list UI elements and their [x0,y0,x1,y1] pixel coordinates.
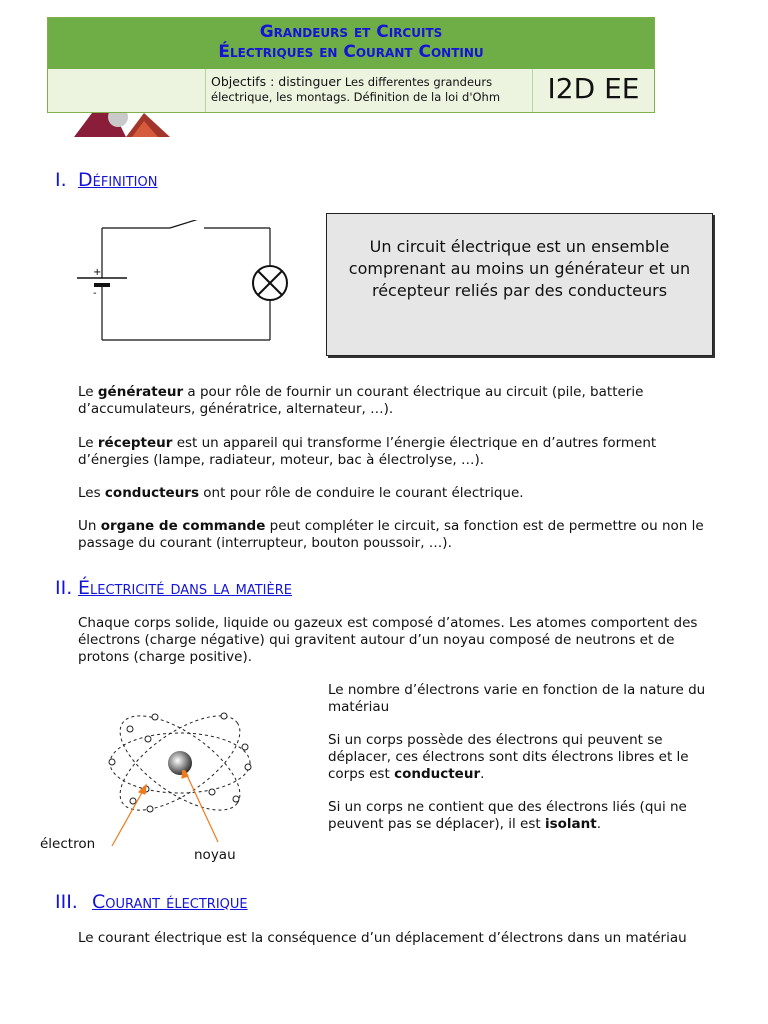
label-noyau: noyau [194,847,236,863]
paragraph-conducteur [328,732,716,783]
battery-plus-label: + [93,267,102,278]
text: peut compléter le circuit, sa fonction est de permettre ou non le passage du courant (interrupteur, bouton poussoir, …). [78,518,704,551]
label-electron: électron [40,836,96,852]
section-heading-electricite [55,577,292,599]
section-number: I. [55,169,67,191]
electron-dot [127,726,133,732]
text: Si un corps possède des électrons qui peuvent se déplacer, ces électrons sont dits électrons libres et le corps est [328,732,689,782]
course-code: I2D EE [532,69,654,112]
text: a pour rôle de fournir un courant électrique au circuit (pile, batterie d’accumulateurs, génératrice, alternateur, …). [78,384,644,417]
objectives-text: Les differentes grandeurs électrique, les montags. Définition de la loi d'Ohm [211,75,501,104]
paragraph-atomes: Chaque corps solide, liquide ou gazeux est composé d’atomes. Les atomes comportent des électrons (charge négative) qui gravitent autour d’un noyau composé de neutrons et de protons (charge positive). [78,615,698,665]
section-title: Définition [78,169,158,191]
circuit-diagram [72,220,294,346]
switch-lever [170,220,202,228]
objectives-label: Objectifs : distinguer [211,74,342,89]
electron-dot [109,759,115,765]
electron-dot [242,744,248,750]
header-logo-cell [48,69,205,112]
term-generateur: générateur [97,384,184,400]
text: Le [78,435,98,451]
annotation-arrows [100,770,250,850]
paragraph-courant: Le courant électrique est la conséquence d’un déplacement d’électrons dans un matériau [78,930,687,946]
school-logo [74,113,170,137]
title-line-1: Grandeurs et Circuits [259,22,443,42]
paragraph-recepteur [78,435,718,469]
text: Si un corps ne contient que des électrons liés (qui ne peuvent pas se déplacer), il est [328,799,687,832]
paragraph-generateur [78,384,718,418]
term-isolant: isolant [544,816,597,832]
arrow-head [139,785,146,794]
text: . [480,766,485,782]
section-heading-definition [55,169,157,191]
battery-minus-label: - [93,288,97,299]
electron-dot [145,736,151,742]
definition-text: Un circuit électrique est un ensemble comprenant au moins un générateur et un récepteur reliés par des conducteurs [348,237,691,300]
term-conducteur: conducteur [394,766,481,782]
text: . [596,816,602,832]
text: Un [78,518,101,534]
battery-plate-negative [94,283,110,287]
paragraph-conducteurs [78,485,718,502]
electron-dot [221,713,227,719]
paragraph-organe-commande [78,518,718,552]
arrow-head [182,770,188,778]
section-number: III. [55,891,78,913]
text: est un appareil qui transforme l’énergie électrique en d’autres forment d’énergies (lampe, radiateur, moteur, bac à électrolyse, …). [78,435,657,468]
header-info-row [48,69,654,112]
objectives-cell [205,69,532,112]
section-heading-courant [55,891,248,913]
section-number: II. [55,577,73,599]
document-title [48,18,654,69]
definition-box [326,213,713,356]
text: Les [78,485,105,501]
term-conducteurs: conducteurs [104,485,199,501]
section-title: Courant électrique [92,891,248,913]
section-title: Électricité dans la matière [78,577,292,599]
text: Le [78,384,98,400]
title-line-2: Électriques en Courant Continu [218,42,484,62]
paragraph-nombre-electrons: Le nombre d’électrons varie en fonction de la nature du matériau [328,682,706,715]
electron-dot [152,714,158,720]
header-table [47,17,655,113]
paragraph-isolant [328,799,716,833]
term-recepteur: récepteur [97,435,173,451]
term-organe-commande: organe de commande [100,518,266,534]
text: ont pour rôle de conduire le courant électrique. [199,485,524,501]
